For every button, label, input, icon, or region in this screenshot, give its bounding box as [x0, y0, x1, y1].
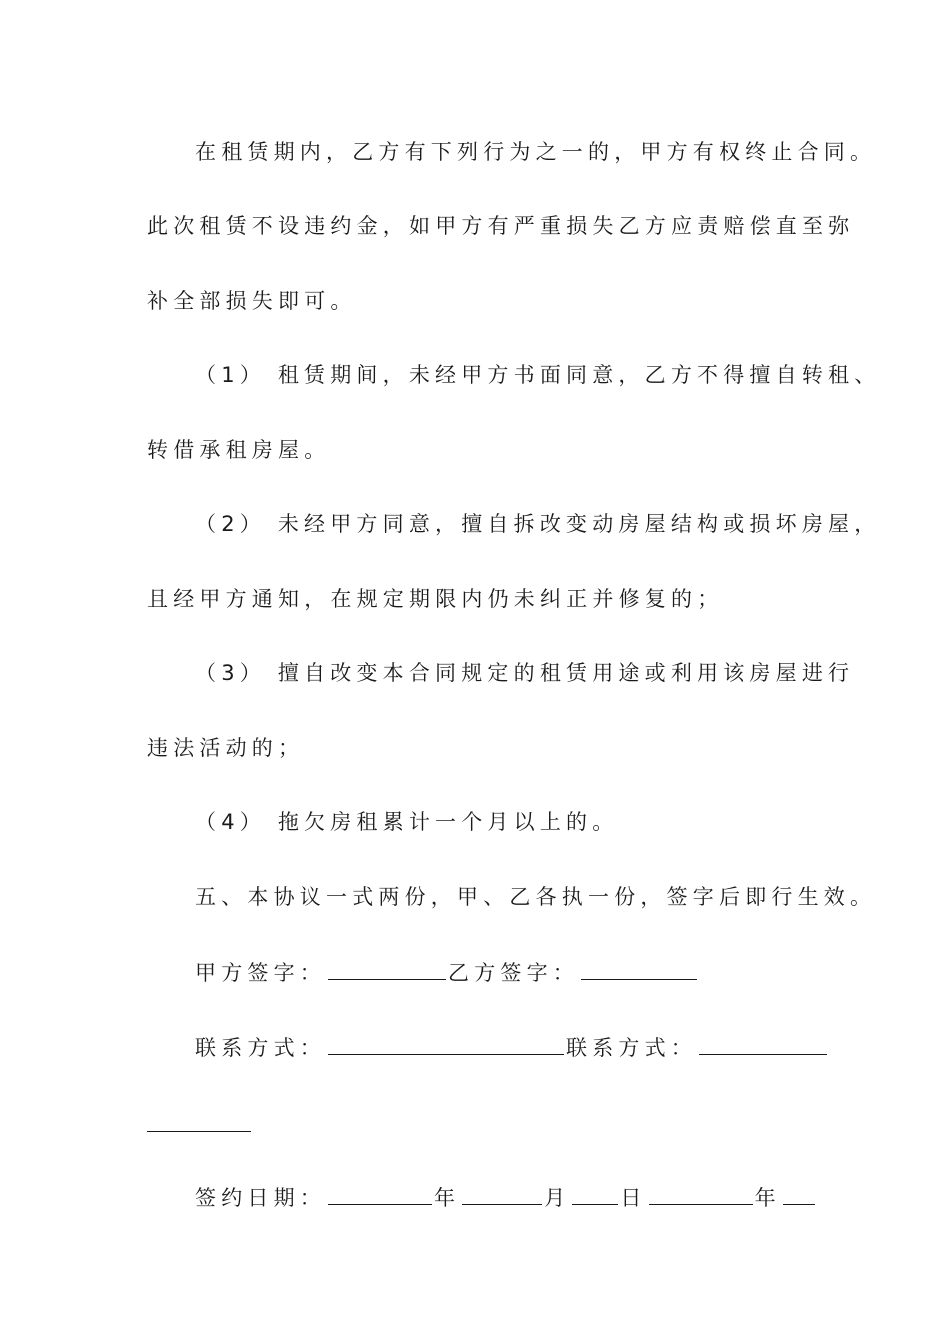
clause-2-line1: （2） 未经甲方同意，擅自拆改变动房屋结构或损坏房屋， — [195, 512, 881, 536]
party-b-contact-field-continued[interactable] — [147, 1131, 251, 1132]
party-a-contact-label: 联系方式： — [195, 1036, 326, 1060]
sign-date-year-field[interactable] — [328, 1186, 432, 1205]
contact-row — [195, 1036, 829, 1059]
sign-date-day-field[interactable] — [572, 1186, 618, 1205]
paragraph-termination-intro: 在租赁期内，乙方有下列行为之一的，甲方有权终止合同。 — [195, 140, 877, 164]
paragraph-penalty-line2: 补全部损失即可。 — [147, 289, 357, 313]
month-label: 月 — [544, 1186, 571, 1210]
clause-3-line2: 违法活动的； — [147, 736, 305, 760]
clause-1-line2: 转借承租房屋。 — [147, 438, 331, 462]
clause-4: （4） 拖欠房租累计一个月以上的。 — [195, 810, 619, 834]
second-date-month-field[interactable] — [783, 1186, 815, 1205]
party-b-signature-field[interactable] — [581, 961, 697, 980]
party-b-signature-label: 乙方签字： — [448, 961, 579, 985]
sign-date-label: 签约日期： — [195, 1186, 326, 1210]
section-5-effective: 五、本协议一式两份，甲、乙各执一份，签字后即行生效。 — [195, 885, 877, 909]
sign-date-row — [195, 1186, 817, 1209]
sign-date-month-field[interactable] — [462, 1186, 542, 1205]
paragraph-penalty-line1: 此次租赁不设违约金，如甲方有严重损失乙方应责赔偿直至弥 — [147, 214, 855, 238]
second-date-year-field[interactable] — [649, 1186, 753, 1205]
day-label: 日 — [620, 1186, 647, 1210]
party-a-contact-field[interactable] — [328, 1036, 564, 1055]
party-a-signature-label: 甲方签字： — [195, 961, 326, 985]
clause-3-line1: （3） 擅自改变本合同规定的租赁用途或利用该房屋进行 — [195, 661, 855, 685]
clause-2-line2: 且经甲方通知，在规定期限内仍未纠正并修复的； — [147, 587, 724, 611]
signature-row — [195, 961, 699, 984]
year-label: 年 — [434, 1186, 461, 1210]
clause-1-line1: （1） 租赁期间，未经甲方书面同意，乙方不得擅自转租、 — [195, 363, 881, 387]
party-b-contact-label: 联系方式： — [566, 1036, 697, 1060]
party-a-signature-field[interactable] — [328, 961, 446, 980]
party-b-contact-field[interactable] — [699, 1036, 827, 1055]
year-label-2: 年 — [754, 1186, 781, 1210]
